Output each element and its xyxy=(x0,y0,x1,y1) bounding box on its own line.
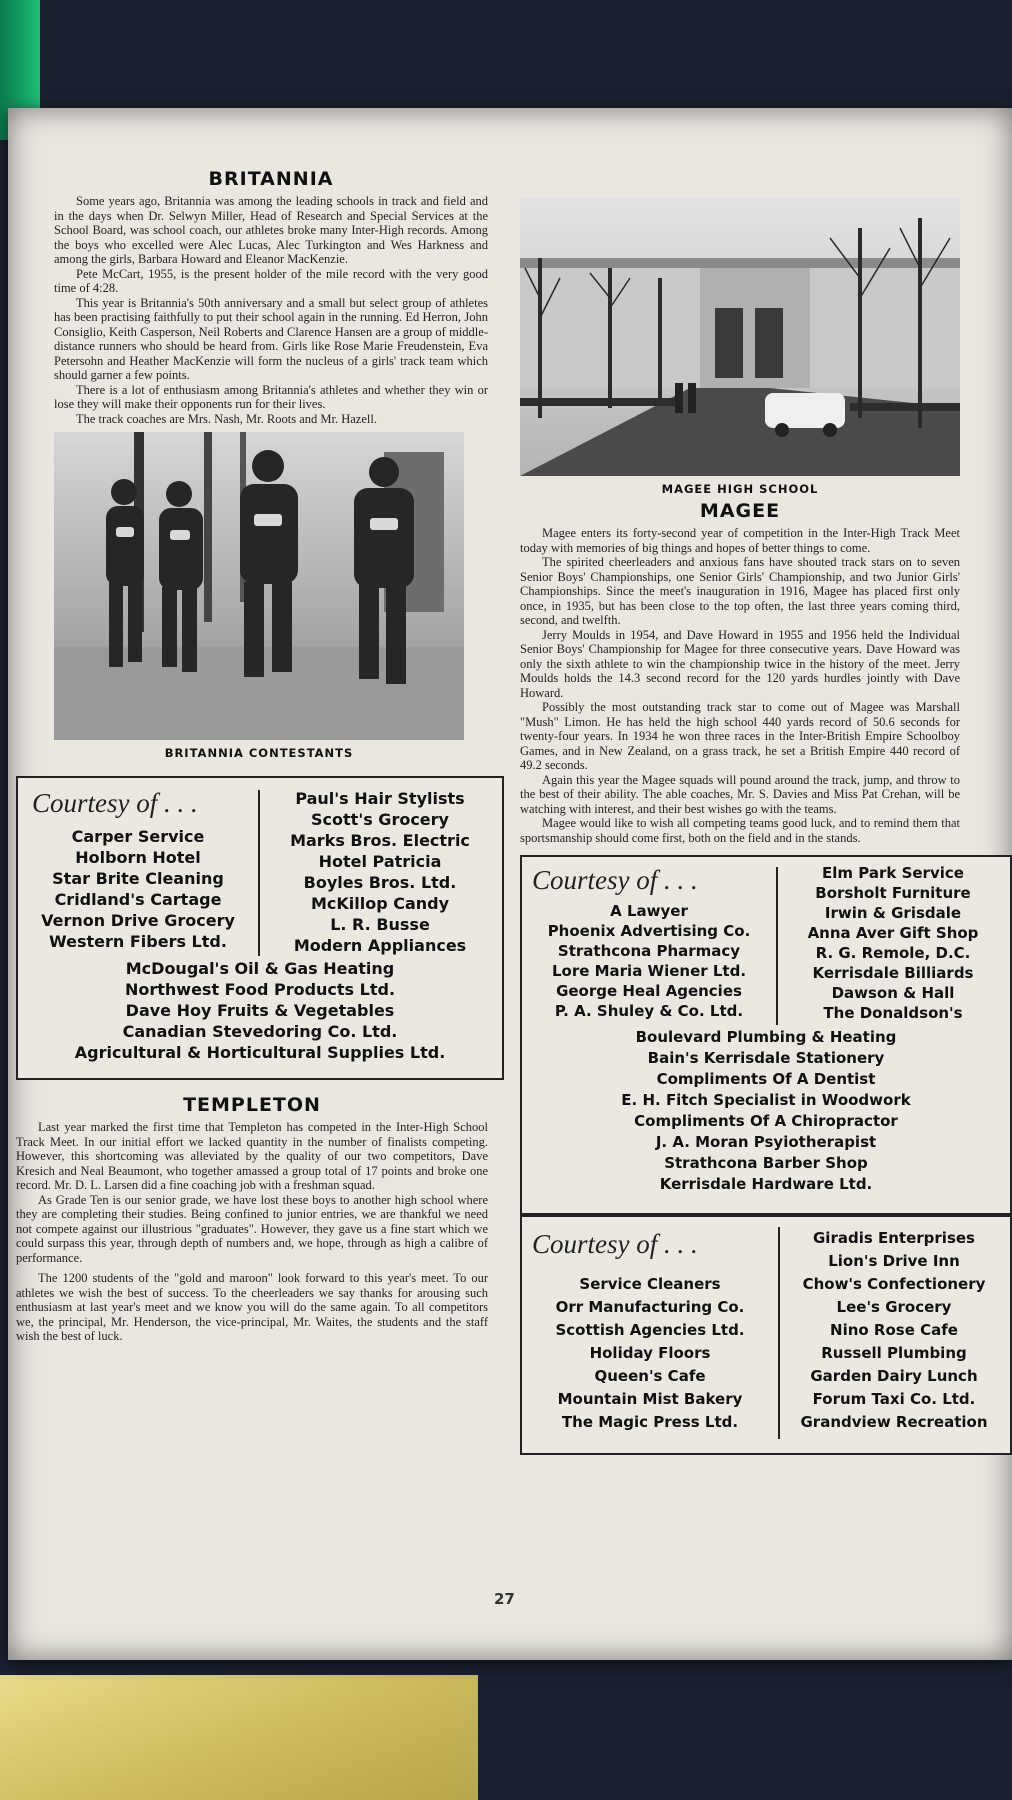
courtesy-box-2-title: Courtesy of . . . xyxy=(532,865,698,895)
sponsor-name: R. G. Remole, D.C. xyxy=(815,944,971,962)
right-column xyxy=(520,198,1012,1455)
sponsor-name: Chow's Confectionery xyxy=(802,1275,986,1293)
sponsor-name: Orr Manufacturing Co. xyxy=(555,1298,745,1316)
britannia-photo-caption: BRITANNIA CONTESTANTS xyxy=(164,746,354,760)
sponsor-name: Holiday Floors xyxy=(589,1344,711,1362)
britannia-paragraph-5: The track coaches are Mrs. Nash, Mr. Roots and Mr. Hazell. xyxy=(76,411,377,426)
sponsor-name: Lion's Drive Inn xyxy=(828,1252,960,1270)
sponsor-name: Agricultural & Horticultural Supplies Ltd. xyxy=(74,1043,446,1062)
sponsor-name: Canadian Stevedoring Co. Ltd. xyxy=(122,1022,398,1041)
magee-paragraph-6: Magee would like to wish all competing teams good luck, and to remind them that sportsmanship should come first, both on the field and in the stands. xyxy=(520,816,960,845)
courtesy-box-1-title: Courtesy of . . . xyxy=(32,788,198,818)
sponsor-name: Western Fibers Ltd. xyxy=(49,932,227,951)
page-number: 27 xyxy=(494,1590,515,1608)
sponsor-name: Kerrisdale Hardware Ltd. xyxy=(659,1175,873,1193)
program-page xyxy=(8,108,1012,1660)
sponsor-name: Boulevard Plumbing & Heating xyxy=(635,1028,897,1046)
sponsor-name: Giradis Enterprises xyxy=(813,1229,975,1247)
sponsor-name: Boyles Bros. Ltd. xyxy=(303,873,457,892)
britannia-paragraph-2: Pete McCart, 1955, is the present holder of the mile record with the very good time of 4:28. xyxy=(54,266,488,295)
courtesy-box-2-right-list xyxy=(778,863,1008,1023)
sponsor-name: Forum Taxi Co. Ltd. xyxy=(812,1390,976,1408)
sponsor-name: Russell Plumbing xyxy=(821,1344,967,1362)
courtesy-box-3-left-list xyxy=(522,1273,778,1434)
sponsor-name: Kerrisdale Billiards xyxy=(812,964,974,982)
school-building-illustration xyxy=(520,198,960,476)
britannia-paragraph-3: This year is Britannia's 50th anniversary and a small but select group of athletes has been practising faithfully to put their school again in the running. Ed Herron, John Consiglio, Keith Casperson, Neil Roberts and Clarence Hansen are a group of middle-distance runners who should be heard from. Girls like Rose Marie Freudenstein, Eva Petersohn and Heather MacKenzie will form the nucleus of a girls' track team which should garner a few points. xyxy=(54,295,488,382)
sponsor-name: Bain's Kerrisdale Stationery xyxy=(647,1049,885,1067)
sponsor-name: Phoenix Advertising Co. xyxy=(547,922,751,940)
sponsor-name: Paul's Hair Stylists xyxy=(295,789,465,808)
sponsor-name: P. A. Shuley & Co. Ltd. xyxy=(554,1002,744,1020)
templeton-paragraph-2: As Grade Ten is our senior grade, we have lost these boys to another high school where they are completing their studies. Being confined to junior entries, we are thankful we need not compete against our illustrious "graduates". However, they gave us a fine start which we could surpass this year, through depth of numbers and, we hope, through as high a calibre of performance. xyxy=(16,1192,488,1265)
sponsor-name: Garden Dairy Lunch xyxy=(810,1367,978,1385)
magee-paragraph-5: Again this year the Magee squads will pound around the track, jump, and throw to the best of their ability. The able coaches, Mr. S. Davies and Miss Pat Crehan, will be watching with interest, and their best wishes go with the teams. xyxy=(520,772,960,816)
courtesy-box-1-right-list xyxy=(260,788,500,956)
magee-heading: MAGEE xyxy=(699,500,781,522)
sponsor-name: Lore Maria Wiener Ltd. xyxy=(551,962,747,980)
magee-photo-caption: MAGEE HIGH SCHOOL xyxy=(661,482,819,496)
sponsor-name: Scottish Agencies Ltd. xyxy=(555,1321,745,1339)
sponsor-name: E. H. Fitch Specialist in Woodwork xyxy=(621,1091,911,1109)
britannia-heading: BRITANNIA xyxy=(208,168,334,190)
templeton-heading: TEMPLETON xyxy=(183,1094,321,1116)
britannia-contestants-photo xyxy=(54,432,464,740)
sponsor-name: McDougal's Oil & Gas Heating xyxy=(125,959,395,978)
sponsor-name: Modern Appliances xyxy=(293,936,467,955)
courtesy-box-2 xyxy=(520,855,1012,1215)
sponsor-name: Borsholt Furniture xyxy=(815,884,971,902)
sponsor-name: Elm Park Service xyxy=(822,864,964,882)
sponsor-name: Mountain Mist Bakery xyxy=(557,1390,743,1408)
sponsor-name: Grandview Recreation xyxy=(800,1413,988,1431)
britannia-paragraph-1: Some years ago, Britannia was among the leading schools in track and field and in the days when Dr. Selwyn Miller, Head of Research and Special Services at the School Board, was school coach, our athletes broke many Inter-High records. Among the boys who excelled were Alec Lucas, Alec Turkington and Wes Harkness and among the girls, Barbara Howard and Eleanor MacKenzie. xyxy=(54,194,488,266)
sponsor-name: Strathcona Barber Shop xyxy=(664,1154,868,1172)
courtesy-box-1-left-list xyxy=(18,826,258,952)
magee-paragraph-3: Jerry Moulds in 1954, and Dave Howard in 1955 and 1956 held the Individual Senior Boys' Championship for Magee for three consecutive years. Dave Howard was only the sixth athlete to win the championship twice in the history of the meet. Jerry Moulds holds the 14.3 second record for the 120 yards hurdles jointly with Dave Howard. xyxy=(520,627,960,700)
templeton-paragraph-3: The 1200 students of the "gold and maroon" look forward to this year's meet. To our athletes we wish the best of success. To the cheerleaders we say thanks for arousing such enthusiasm at last year's meet and we know you will do the same again. To all competitors we, the principal, Mr. Henderson, the vice-principal, Mr. Waites, the students and the staff wish the best of luck. xyxy=(16,1271,488,1343)
sponsor-name: Holborn Hotel xyxy=(75,848,201,867)
sponsor-name: Irwin & Grisdale xyxy=(824,904,962,922)
templeton-paragraph-1: Last year marked the first time that Templeton has competed in the Inter-High School Track Meet. In our initial effort we lacked quantity in the number of finalists competing. However, this shortcoming was alleviated by the quality of our two competitors, Dave Kresich and Neal Beaumont, who together amassed a group total of 17 points and broke one record. Mr. D. L. Larsen did a fine coaching job with a freshman squad. xyxy=(16,1120,488,1192)
runners-illustration xyxy=(54,432,464,740)
sponsor-name: Vernon Drive Grocery xyxy=(41,911,235,930)
courtesy-box-3 xyxy=(520,1215,1012,1455)
left-column xyxy=(8,168,502,1344)
magee-paragraph-4: Possibly the most outstanding track star to come out of Magee was Marshall "Mush" Limon. He has held the high school 440 yards record of 50.6 seconds for twenty-four years. In 1934 he won three races in the Inter-British Empire Schoolboy Games, and in New Zealand, on a grass track, he set a British Empire 440 record of 49.2 seconds. xyxy=(520,700,960,772)
sponsor-name: Cridland's Cartage xyxy=(54,890,222,909)
sponsor-name: A Lawyer xyxy=(610,902,688,920)
sponsor-name: Service Cleaners xyxy=(579,1275,721,1293)
sponsor-name: J. A. Moran Psyiotherapist xyxy=(655,1133,877,1151)
sponsor-name: Strathcona Pharmacy xyxy=(557,942,741,960)
sponsor-name: Scott's Grocery xyxy=(311,810,449,829)
courtesy-box-3-right-list xyxy=(780,1227,1008,1434)
sponsor-name: Dave Hoy Fruits & Vegetables xyxy=(125,1001,395,1020)
magee-article xyxy=(520,500,960,845)
britannia-photo-block xyxy=(54,432,464,760)
courtesy-box-3-title: Courtesy of . . . xyxy=(532,1229,698,1259)
courtesy-box-1-bottom-list xyxy=(18,958,502,1063)
courtesy-box-2-bottom-list xyxy=(522,1027,1010,1195)
templeton-article xyxy=(8,1080,502,1344)
magee-paragraph-2: The spirited cheerleaders and anxious fans have shouted track stars on to seven Senior Boys' Championships, one Senior Girls' Championship, and two Junior Girls' Championships. Since the meet's inauguration in 1916, Magee has placed first only once, in 1935, but has been close to the top often, the last three years coming third, second, and twelfth. xyxy=(520,555,960,627)
sponsor-name: Nino Rose Cafe xyxy=(830,1321,958,1339)
britannia-article xyxy=(8,168,502,426)
sponsor-name: Northwest Food Products Ltd. xyxy=(124,980,396,999)
sponsor-name: Compliments Of A Dentist xyxy=(656,1070,876,1088)
courtesy-box-1 xyxy=(16,776,504,1080)
courtesy-box-2-left-list xyxy=(522,901,776,1021)
sponsor-name: The Magic Press Ltd. xyxy=(561,1413,739,1431)
sponsor-name: George Heal Agencies xyxy=(556,982,742,1000)
sponsor-name: Carper Service xyxy=(71,827,205,846)
sponsor-name: Marks Bros. Electric xyxy=(290,831,470,850)
magee-paragraph-1: Magee enters its forty-second year of competition in the Inter-High Track Meet today with memories of big things and hopes of better things to come. xyxy=(520,526,960,555)
magee-high-school-photo xyxy=(520,198,960,476)
sponsor-name: Hotel Patricia xyxy=(318,852,442,871)
sponsor-name: Anna Aver Gift Shop xyxy=(807,924,979,942)
magee-photo-block xyxy=(520,198,960,496)
sponsor-name: Queen's Cafe xyxy=(594,1367,706,1385)
sponsor-name: Dawson & Hall xyxy=(831,984,955,1002)
sponsor-name: L. R. Busse xyxy=(330,915,430,934)
sponsor-name: Compliments Of A Chiropractor xyxy=(634,1112,898,1130)
britannia-paragraph-4: There is a lot of enthusiasm among Britannia's athletes and whether they win or lose they will make their opponents run for their lives. xyxy=(54,382,488,411)
yellow-paper-corner xyxy=(0,1675,478,1800)
sponsor-name: McKillop Candy xyxy=(310,894,450,913)
sponsor-name: The Donaldson's xyxy=(823,1004,963,1022)
sponsor-name: Star Brite Cleaning xyxy=(52,869,224,888)
sponsor-name: Lee's Grocery xyxy=(836,1298,952,1316)
